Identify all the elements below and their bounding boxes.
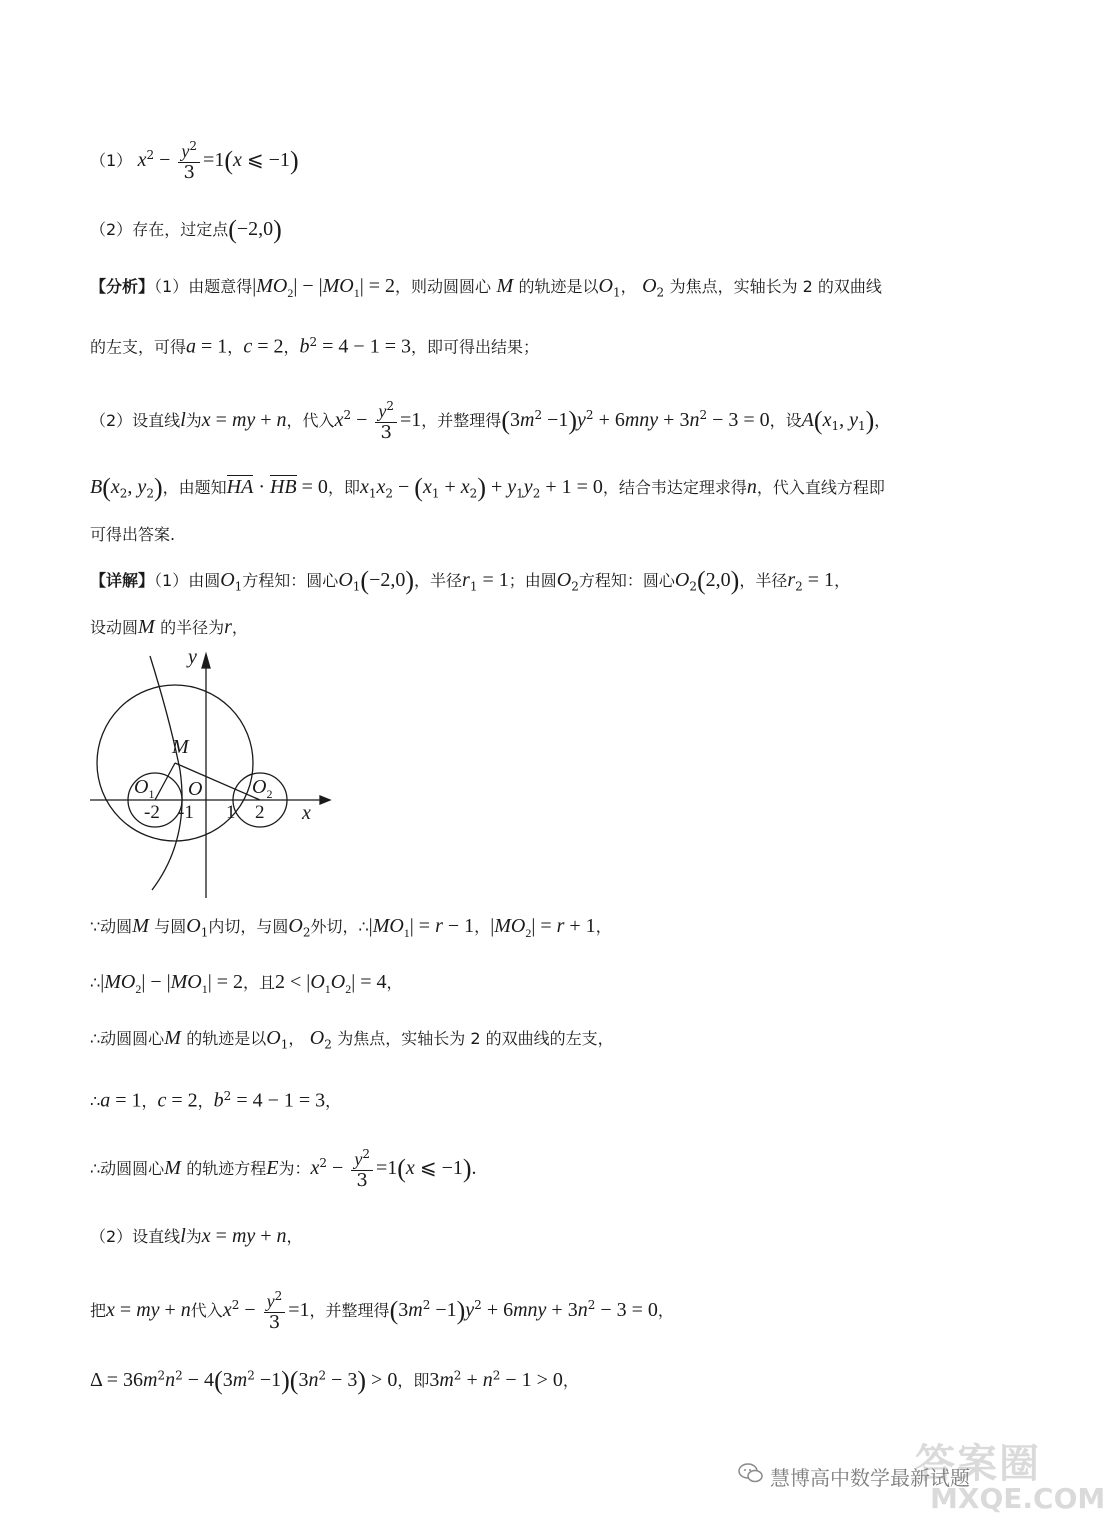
tick-minus-1: -1 xyxy=(178,802,194,823)
answer-2: （2）存在，过定点(−2,0) xyxy=(90,215,282,244)
detail-line-8: （2）设直线l为x = my + n， xyxy=(90,1225,303,1247)
axis-label-x: x xyxy=(302,802,311,824)
detail-line-3: ∵动圆M 与圆$O_1$内切，与圆$O_2$外切，$\therefore|MO_1| = r - 1$，$|MO_2| = r + 1$， xyxy=(90,915,612,940)
analysis-line-1: 【分析】（1）由题意得$|MO_2| - |MO_1| = 2$，则动圆圆心 M 的轨迹是以$O_1$， $O_2$ 为焦点，实轴长为 2 的双曲线 xyxy=(90,275,882,300)
watermark-logo: 答案圈 xyxy=(915,1441,1041,1487)
circle-diagram xyxy=(80,640,340,910)
detail-line-6: ∴a = 1，c = 2，$b^2 = 4 - 1 = 3$， xyxy=(90,1089,342,1112)
detail-line-5: ∴动圆圆心M 的轨迹是以$O_1$， $O_2$ 为焦点，实轴长为 2 的双曲线的左支， xyxy=(90,1027,614,1052)
label-O: O xyxy=(188,778,203,800)
label-M: M xyxy=(172,736,189,758)
label-O2: $O_2$ xyxy=(252,776,273,801)
label-O1: $O_1$ xyxy=(134,776,155,801)
wechat-icon xyxy=(738,1462,764,1484)
detail-line-9: 把x = my + n代入$x^2$ − $\frac{y^2}{3}$ =1，并整理得$(3m^2 -1)y^2 + 6mny + 3n^2 - 3 = 0$， xyxy=(90,1289,674,1333)
tick-1: 1 xyxy=(226,802,236,823)
watermark-account: 慧博高中数学最新试题 xyxy=(770,1466,970,1490)
tick-2: 2 xyxy=(255,802,265,823)
detail-line-1: 【详解】（1）由圆$O_1$方程知：圆心$O_1(-2,0)$，半径$r_1 = 1$；由圆$O_2$方程知：圆心$O_2(2,0)$，半径$r_2 = 1$， xyxy=(90,566,851,595)
tick-minus-2: -2 xyxy=(144,802,160,823)
analysis-line-2: 的左支，可得a = 1，c = 2，$b^2 = 4 - 1 = 3$，即可得出结果； xyxy=(90,335,539,358)
answer-1: （1） $x^2$ − $\frac{y^2}{3}$ =1(x ⩽ −1) xyxy=(90,139,299,183)
analysis-line-4: $B(x_2$, $y_2$)，由题知HA · HB = 0，即$x_1x_2 - (x_1 + x_2) + y_1y_2 + 1 = 0$，结合韦达定理求得n，代入直线方程即 xyxy=(90,473,885,502)
detail-line-10: $\Delta = 36m^2n^2 - 4(3m^2 -1)(3n^2 - 3) > 0$，即$3m^2 + n^2 - 1 > 0$， xyxy=(90,1366,579,1395)
watermark-url: MXQE.COM xyxy=(930,1482,1105,1515)
detail-line-4: $\therefore|MO_2| - |MO_1| = 2$，且$2 < |O_1O_2| = 4$， xyxy=(90,971,403,996)
analysis-line-5: 可得出答案. xyxy=(90,525,176,544)
detail-line-2: 设动圆M 的半径为r， xyxy=(90,616,248,638)
analysis-line-3: （2）设直线l为x = my + n，代入$x^2$ − $\frac{y^2}{3}$ =1，并整理得$(3m^2 -1)y^2 + 6mny + 3n^2 - 3 = 0$，设$A(x_1$, $y_1$)， xyxy=(90,399,891,443)
detail-line-7: ∴动圆圆心M 的轨迹方程E为：$x^2$ − $\frac{y^2}{3}$ =1(x ⩽ −1). xyxy=(90,1147,477,1191)
axis-label-y: y xyxy=(188,646,197,668)
watermark xyxy=(730,1432,1105,1515)
